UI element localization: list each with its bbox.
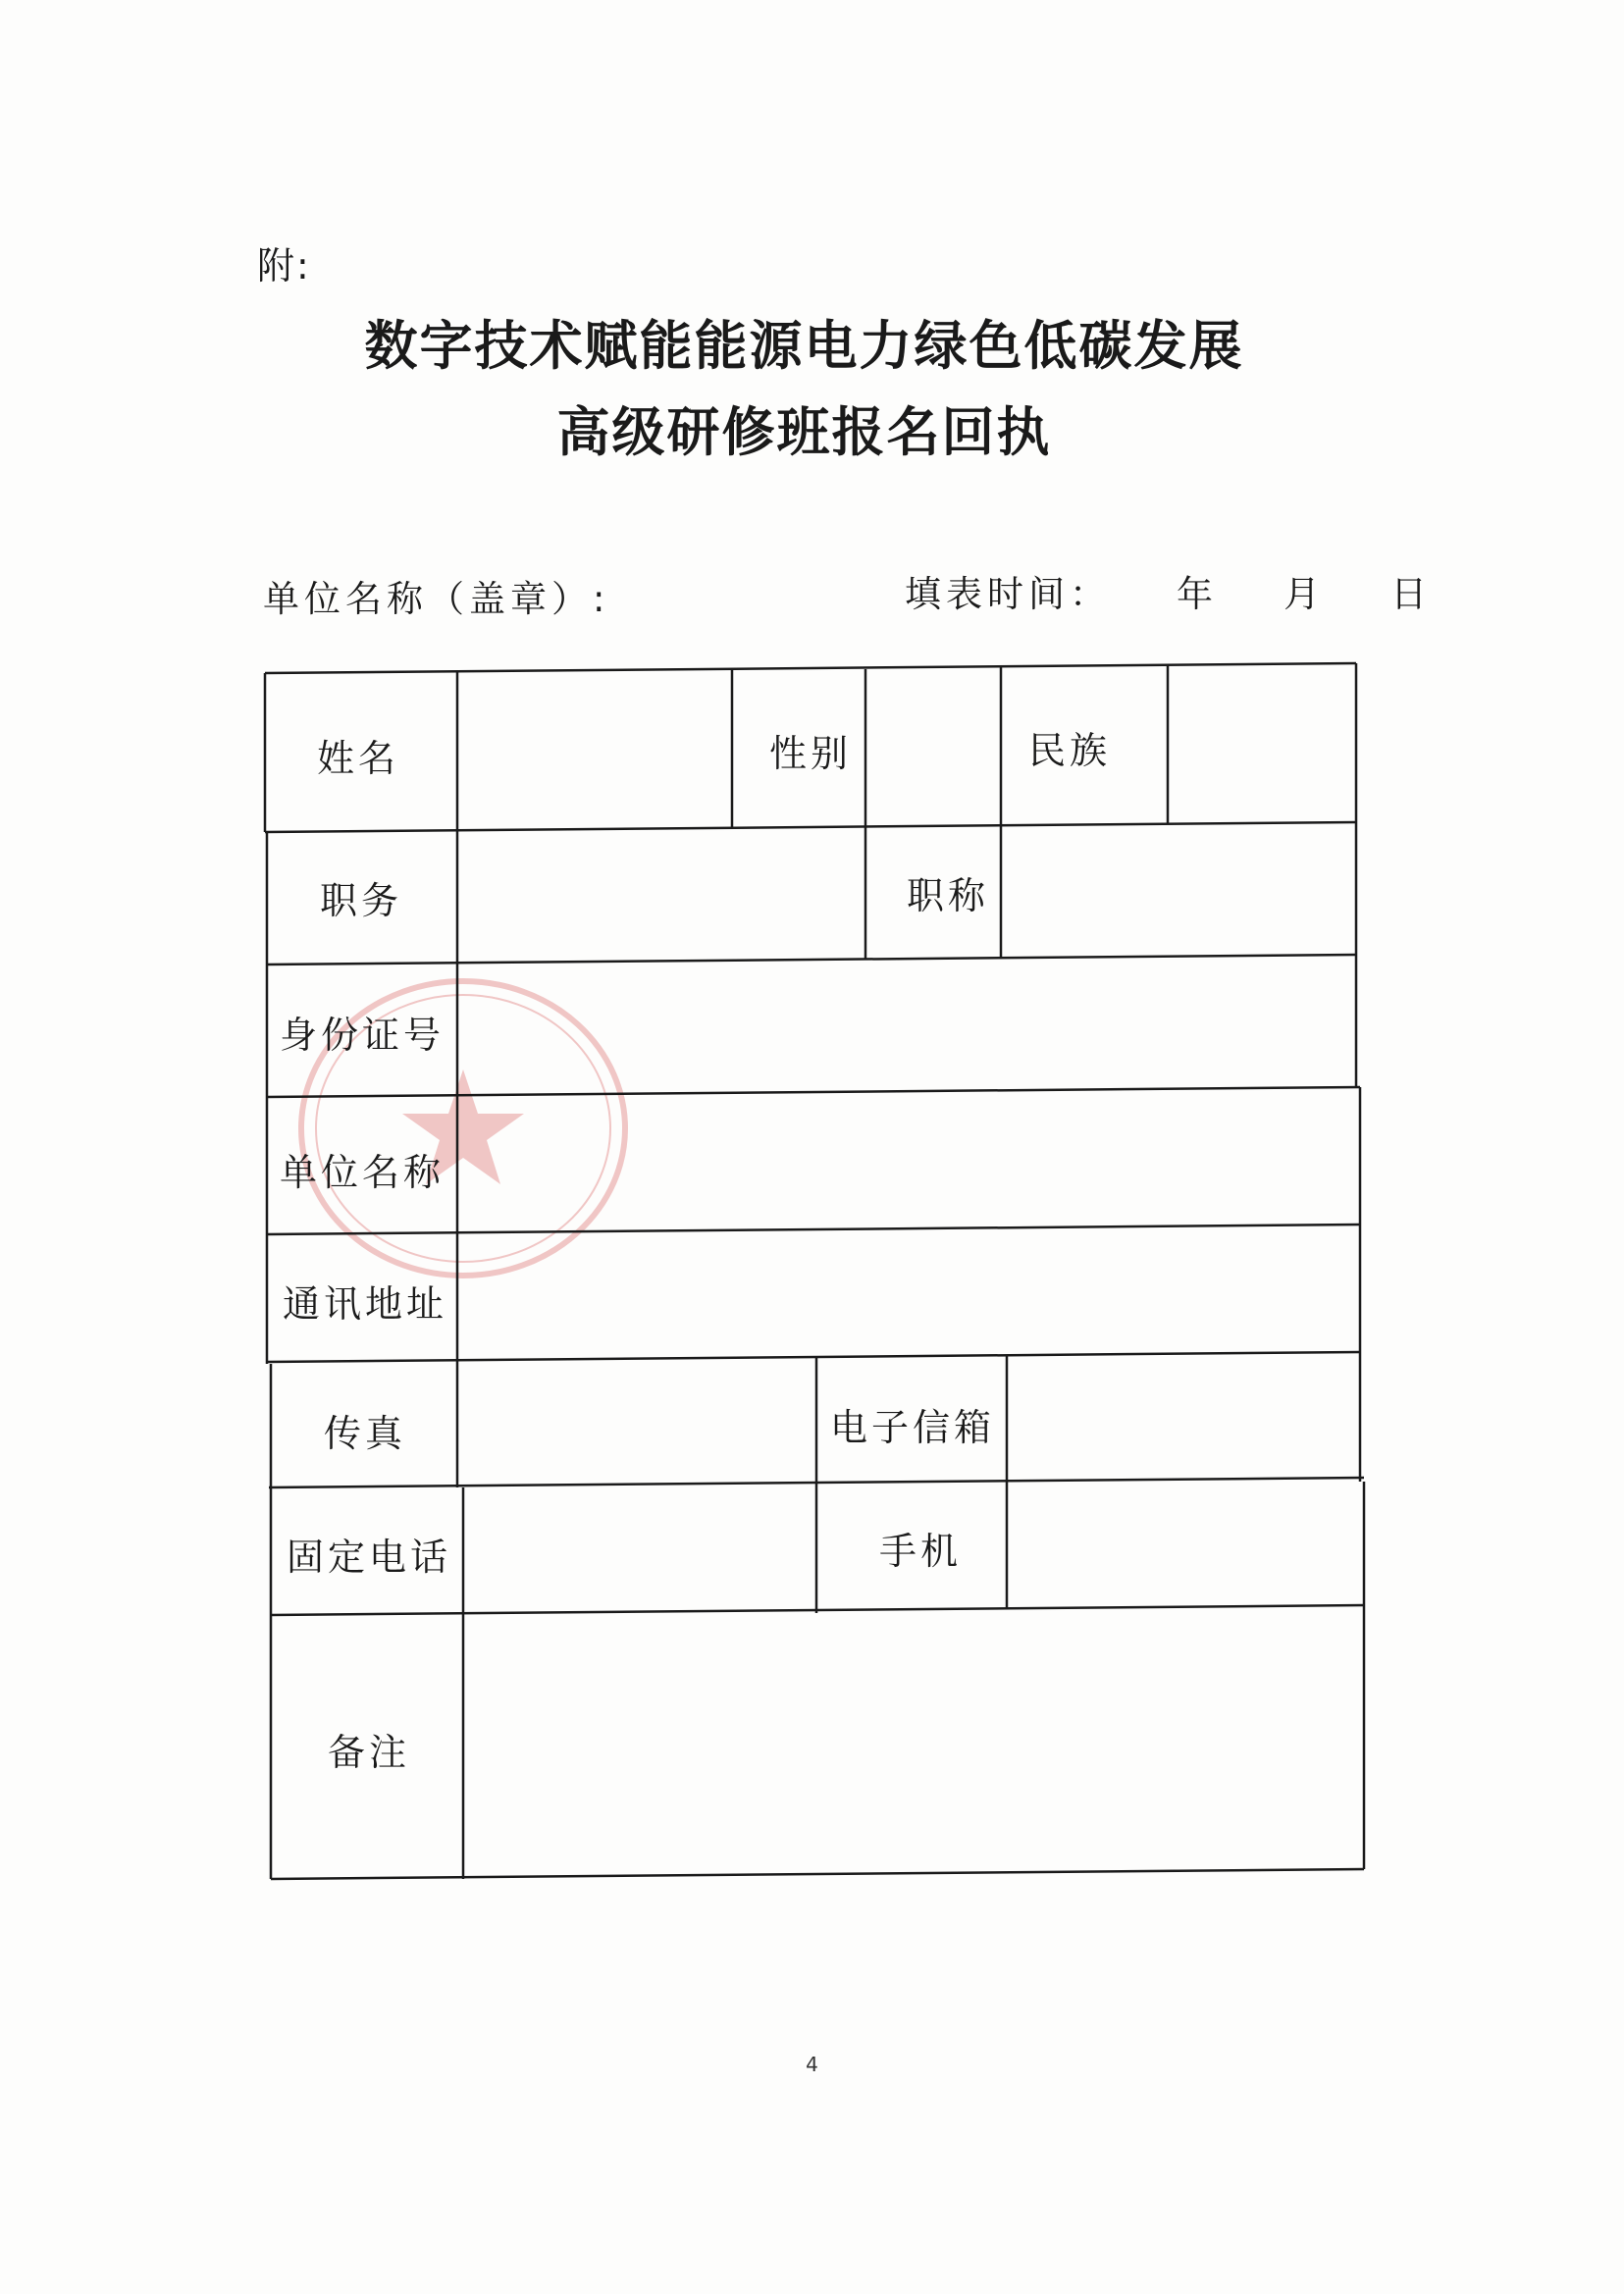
professional-title-label: 职称: [907, 874, 990, 917]
id-number-field[interactable]: [461, 965, 1352, 1091]
professional-title-field[interactable]: [1005, 830, 1352, 953]
position-label: 职务: [320, 879, 403, 922]
name-field[interactable]: [461, 675, 728, 827]
unit-name-seal-label: 单位名称（盖章）:: [263, 578, 610, 620]
day-label: 日: [1390, 573, 1433, 615]
ethnicity-field[interactable]: [1172, 669, 1352, 821]
remarks-label: 备注: [328, 1731, 411, 1774]
unit-name-label: 单位名称: [280, 1151, 445, 1194]
landline-label: 固定电话: [287, 1536, 452, 1579]
page-number: 4: [806, 2053, 818, 2076]
year-label: 年: [1177, 573, 1219, 615]
address-label: 通讯地址: [283, 1282, 448, 1326]
position-field[interactable]: [461, 834, 862, 957]
fax-label: 传真: [324, 1412, 407, 1455]
unit-name-field[interactable]: [461, 1099, 1356, 1228]
ethnicity-label: 民族: [1028, 729, 1112, 772]
gender-label: 性别: [769, 732, 853, 775]
id-number-label: 身份证号: [280, 1014, 445, 1057]
gender-field[interactable]: [869, 673, 997, 825]
remarks-field[interactable]: [467, 1617, 1360, 1867]
fill-time-label: 填表时间：: [905, 573, 1111, 615]
email-field[interactable]: [1011, 1358, 1358, 1480]
mobile-field[interactable]: [1011, 1484, 1360, 1603]
attachment-label: 附:: [257, 244, 311, 287]
fill-date-line: [905, 564, 1432, 617]
document-title-line-1: 数字技术赋能能源电力绿色低碳发展: [364, 314, 1244, 377]
address-field[interactable]: [461, 1236, 1356, 1356]
mobile-label: 手机: [879, 1530, 963, 1573]
email-label: 电子信箱: [830, 1406, 996, 1449]
document-title-line-2: 高级研修班报名回执: [556, 400, 1052, 463]
name-label: 姓名: [317, 737, 400, 780]
month-label: 月: [1283, 573, 1326, 615]
landline-field[interactable]: [467, 1489, 812, 1609]
fax-field[interactable]: [465, 1362, 812, 1484]
